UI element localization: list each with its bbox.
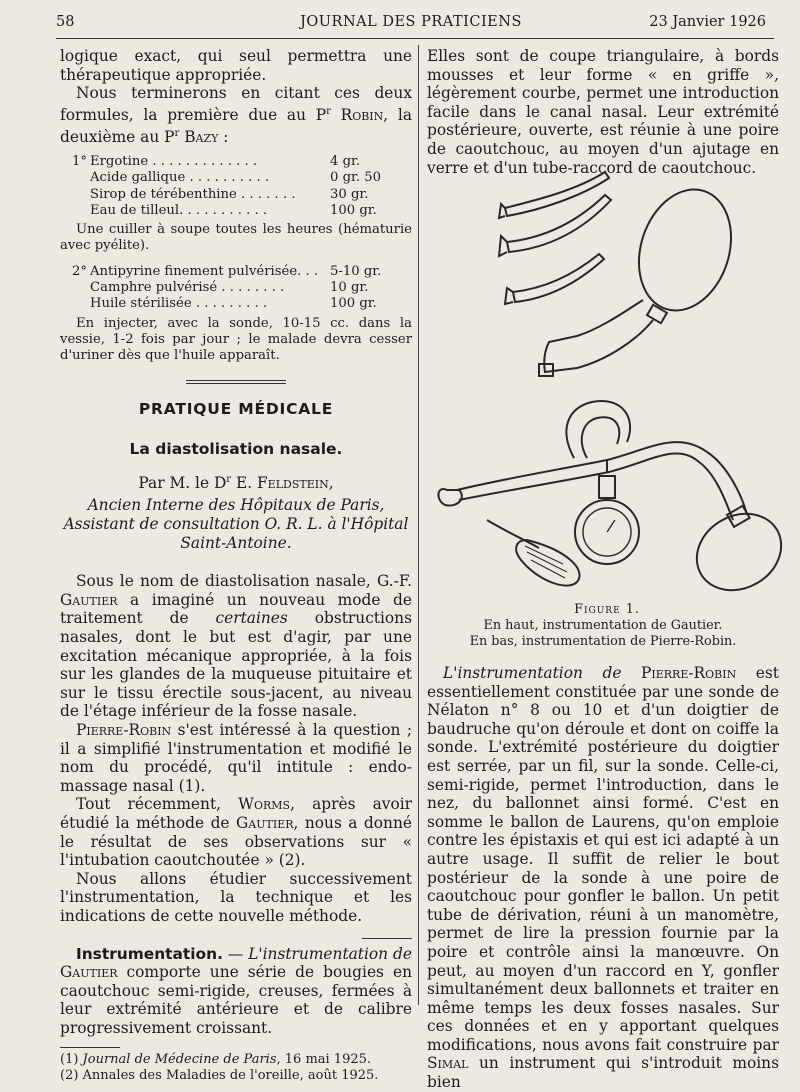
paragraph: L'instrumentation de Pierre-Robin est essentiellement constituée par une sonde de Nélaton n° 8 ou 10 et d'un doigtier de baudruche qu'on déroule et dont on coiffe la sonde. L'extrémité postérieure du doigtier est serrée, par un fil, sur la sonde. Celle-ci, semi-rigide, permet l'introduction, dans le nez, du ballonnet ainsi formé. C'est en somme le ballon de Laurens, qu'on emploie contre les épistaxis et qui est ici adapté à un autre usage. Il suffit de relier le bout postérieur de la sonde à une poire de caoutchouc pour gonfler le ballon. Un petit tube de dérivation, réuni à un manomètre, permet de lire la pression fournie par la poire et contrôle ainsi la manœuvre. On peut, au moyen d'un raccord en Y, gonfler simultanément deux ballonnets et traiter en même temps les deux fosses nasales. Sur ces données et en y apportant quelques modifications, nous avons fait construire par Simal un instrument qui s'introduit moins bien: [427, 664, 779, 1092]
paragraph: Sous le nom de diastolisation nasale, G.-F. Gautier a imaginé un nouveau mode de traitement de certaines obstructions nasales, dont le but est d'agir, par une excitation mécanique appropriée, à la fois sur les glandes de la muqueuse pituitaire et sur le tissu érectile sous-jacent, au niveau de l'étage inférieur de la fosse nasale.: [60, 572, 412, 721]
formula-line: Acide gallique . . . . . . . . . . 0 gr. 50: [90, 170, 382, 186]
author-affiliation: Ancien Interne des Hôpitaux de Paris, Assistant de consultation O. R. L. à l'Hôpital Saint-Antoine.: [63, 496, 409, 552]
article-title: La diastolisation nasale.: [129, 440, 343, 459]
page-number: 58: [56, 14, 75, 30]
formula-2: [60, 264, 412, 364]
running-header: [56, 14, 766, 38]
figure-caption-lines: En haut, instrumentation de Gautier. En bas, instrumentation de Pierre-Robin.: [469, 618, 737, 649]
instrument-illustration: [427, 160, 787, 600]
section-separator: [60, 380, 412, 384]
formula-1: [60, 154, 412, 254]
issue-date: 23 Janvier 1926: [649, 14, 766, 30]
formula-line: Eau de tilleul. . . . . . . . . . . 100 gr.: [90, 202, 377, 218]
figure-instruments: [427, 160, 787, 617]
paragraph-formulas-intro: Nous terminerons en citant ces deux formules, la première due au $P^r$ Robin, la deuxième au $P^r$ Bazy :: [60, 84, 412, 146]
footnote: (2) Annales des Maladies de l'oreille, août 1925.: [60, 1067, 379, 1083]
journal-title: JOURNAL DES PRATICIENS: [300, 14, 522, 30]
footnote: (1) Journal de Médecine de Paris, 16 mai 1925.: [60, 1052, 372, 1068]
tube: [457, 442, 747, 515]
paragraph: Nous allons étudier successivement l'instrumentation, la technique et les indications de cette nouvelle méthode.: [60, 869, 412, 925]
formula-line: Sirop de térébenthine . . . . . . . 30 gr.: [90, 186, 369, 202]
paragraph: Elles sont de coupe triangulaire, à bords mousses et leur forme « en griffe », légèrement courbe, permet une introduction facile dans le canal nasal. Leur extrémité postérieure, ouverte, est réunie à une poire de caoutchouc, au moyen d'un ajutage en verre et d'un tube-raccord de caoutchouc.: [427, 47, 779, 177]
paragraph: logique exact, qui seul permettra une thérapeutique appropriée.: [60, 47, 412, 84]
formula-line: 2° Antipyrine finement pulvérisée. . . 5-10 gr.: [72, 263, 382, 279]
subsection-rule: [362, 938, 412, 939]
y-connector: [566, 401, 630, 458]
formula-line: Huile stérilisée . . . . . . . . . 100 gr.: [90, 296, 377, 312]
paragraph: Tout récemment, Worms, après avoir étudié la méthode de Gautier, nous a donné le résultat de ses observations sur « l'intubation caoutchoutée » (2).: [60, 795, 413, 870]
left-column: [60, 47, 412, 1083]
header-rule: [56, 38, 774, 39]
section-heading: PRATIQUE MÉDICALE: [138, 399, 334, 418]
paragraph-instrumentation: Instrumentation. — L'instrumentation de Gautier comporte une série de bougies en caoutchouc semi-rigide, creuses, fermées à leur extrémité antérieure et de calibre progressivement croissant.: [60, 944, 412, 1037]
right-column-continued: [427, 664, 779, 1092]
pierre-robin-bulb: [683, 499, 787, 600]
formula-note: En injecter, avec la sonde, 10-15 cc. dans la vessie, 1-2 fois par jour ; le malade devra cesser d'uriner dès que l'huile apparaît.: [60, 315, 412, 363]
formula-line: 1° Ergotine . . . . . . . . . . . . . 4 gr.: [72, 154, 361, 170]
footnote-rule: [60, 1047, 120, 1048]
column-divider: [418, 45, 419, 1005]
bougie-bottom: [513, 254, 604, 302]
paragraph: Pierre-Robin s'est intéressé à la question ; il a simplifié l'instrumentation et modifié le nom du procédé, qu'il intitule : endo-massage nasal (1).: [60, 720, 412, 795]
bougie-top: [505, 172, 609, 216]
figure-caption: Figure 1.: [574, 602, 640, 617]
byline: Par M. le $D^r$ E. Feldstein,: [138, 473, 334, 492]
formula-line: Camphre pulvérisé . . . . . . . . 10 gr.: [90, 280, 369, 296]
right-column: [427, 47, 779, 177]
formula-note: Une cuiller à soupe toutes les heures (hématurie avec pyélite).: [60, 221, 412, 253]
